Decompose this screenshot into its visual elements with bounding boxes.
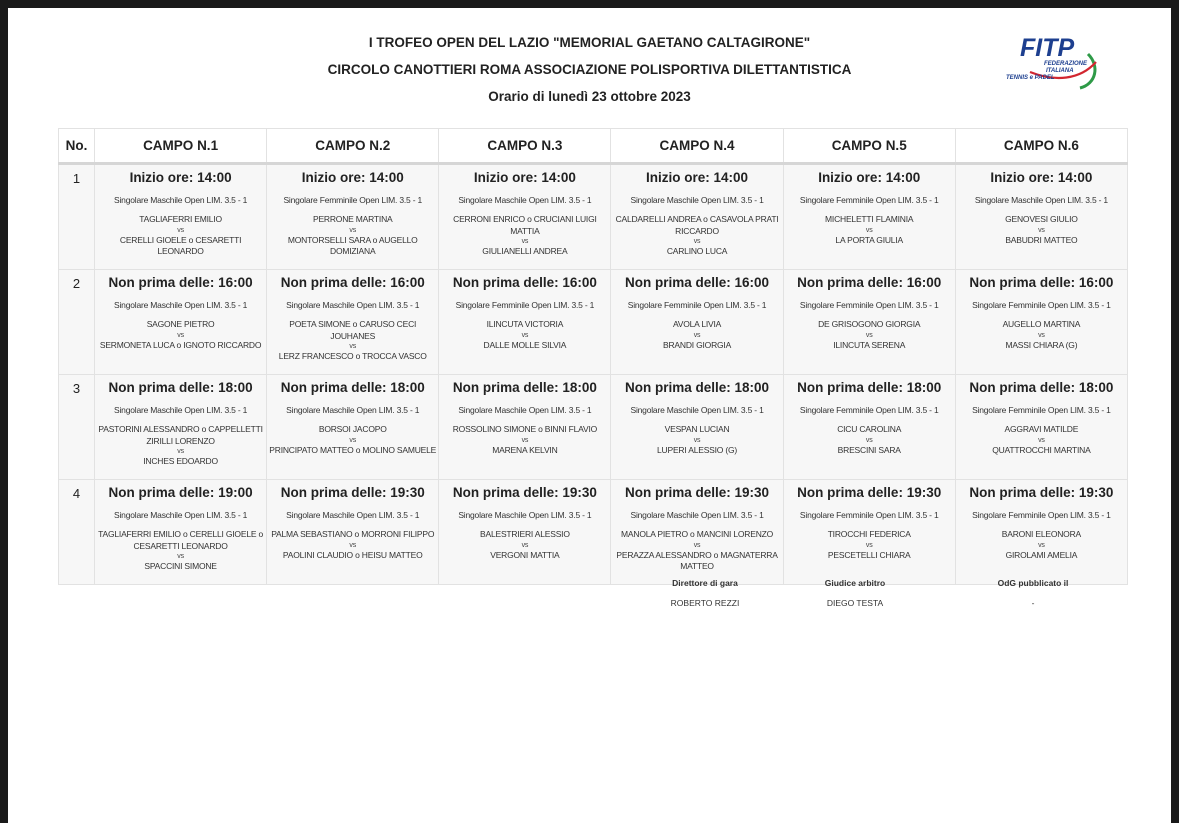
match-players (269, 214, 436, 258)
player-one: BALESTRIERI ALESSIO (480, 529, 570, 539)
match-category: Singolare Femminile Open LIM. 3.5 - 1 (972, 510, 1111, 520)
versus-label: vs (1038, 436, 1045, 444)
match-cell (267, 164, 439, 270)
match-cell (95, 164, 267, 270)
match-players (958, 214, 1125, 246)
match-players (958, 529, 1125, 561)
schedule-table (58, 128, 1128, 585)
versus-label: vs (521, 541, 529, 549)
match-time: Non prima delle: 19:00 (108, 485, 253, 500)
published-value: - (1031, 598, 1035, 608)
player-two: SPACCINI SIMONE (144, 561, 217, 571)
player-one: ILINCUTA VICTORIA (486, 319, 564, 329)
table-header-row (59, 129, 1128, 164)
match-players (613, 319, 780, 351)
match-time: Non prima delle: 18:00 (625, 380, 770, 395)
match-category: Singolare Maschile Open LIM. 3.5 - 1 (630, 195, 764, 205)
match-category: Singolare Femminile Open LIM. 3.5 - 1 (799, 405, 939, 415)
player-one: POETA SIMONE o CARUSO CECI JOUHANES (289, 319, 417, 341)
versus-label: vs (693, 238, 701, 245)
match-time: Non prima delle: 19:30 (969, 485, 1114, 500)
match-cell (783, 375, 955, 480)
player-two: VERGONI MATTIA (490, 549, 560, 560)
player-one: PALMA SEBASTIANO o MORRONI FILIPPO (271, 529, 435, 539)
row-number: 2 (59, 270, 95, 375)
match-category: Singolare Maschile Open LIM. 3.5 - 1 (114, 195, 248, 205)
player-two: LERZ FRANCESCO o TROCCA VASCO (278, 351, 427, 361)
match-cell (611, 270, 783, 375)
match-players (613, 214, 780, 258)
match-category: Singolare Maschile Open LIM. 3.5 - 1 (114, 300, 248, 310)
match-category: Singolare Femminile Open LIM. 3.5 - 1 (799, 300, 939, 310)
player-two: CERELLI GIOELE o CESARETTI LEONARDO (119, 234, 242, 256)
match-cell (95, 375, 267, 480)
match-time: Non prima delle: 18:00 (797, 380, 942, 395)
match-players (958, 424, 1125, 456)
match-category: Singolare Femminile Open LIM. 3.5 - 1 (283, 195, 423, 205)
match-time: Non prima delle: 19:30 (280, 485, 425, 500)
match-players (269, 529, 436, 561)
document-page (8, 8, 1171, 823)
player-one: MICHELETTI FLAMINIA (825, 214, 914, 224)
match-category: Singolare Femminile Open LIM. 3.5 - 1 (455, 300, 595, 310)
versus-label: vs (521, 331, 529, 339)
player-one: CALDARELLI ANDREA o CASAVOLA PRATI RICCARDO (615, 214, 779, 236)
match-cell (439, 164, 611, 270)
match-category: Singolare Femminile Open LIM. 3.5 - 1 (799, 510, 939, 520)
match-players (269, 319, 436, 363)
match-time: Inizio ore: 14:00 (129, 170, 232, 185)
player-one: DE GRISOGONO GIORGIA (818, 319, 921, 329)
match-category: Singolare Femminile Open LIM. 3.5 - 1 (972, 300, 1111, 310)
match-category: Singolare Femminile Open LIM. 3.5 - 1 (799, 195, 939, 205)
logo-green-swoosh (1080, 54, 1095, 88)
match-time: Inizio ore: 14:00 (301, 170, 404, 185)
player-two: QUATTROCCHI MARTINA (992, 444, 1091, 455)
table-row (59, 270, 1128, 375)
match-cell (267, 375, 439, 480)
match-time: Non prima delle: 19:30 (625, 485, 770, 500)
match-cell (955, 164, 1127, 270)
header-campo-2: CAMPO N.2 (267, 129, 439, 164)
player-two: PRINCIPATO MATTEO o MOLINO SAMUELE (269, 444, 437, 455)
versus-label: vs (177, 331, 184, 339)
row-number: 1 (59, 164, 95, 270)
player-one: TAGLIAFERRI EMILIO (139, 214, 222, 224)
referee-block (770, 578, 940, 608)
player-one: AVOLA LIVIA (672, 319, 722, 329)
match-category: Singolare Femminile Open LIM. 3.5 - 1 (972, 405, 1111, 415)
player-one: BORSOI JACOPO (318, 424, 387, 434)
player-two: LA PORTA GIULIA (835, 234, 903, 245)
table-body (59, 164, 1128, 585)
schedule-date: Orario di lunedì 23 ottobre 2023 (488, 89, 691, 104)
match-players (441, 529, 608, 561)
match-players (269, 424, 436, 456)
match-cell (267, 480, 439, 585)
versus-label: vs (865, 436, 873, 444)
player-one: CERRONI ENRICO o CRUCIANI LUIGI MATTIA (453, 214, 597, 236)
match-category: Singolare Maschile Open LIM. 3.5 - 1 (974, 195, 1108, 205)
versus-label: vs (521, 436, 529, 444)
director-block (620, 578, 790, 608)
match-players (97, 424, 264, 468)
logo-text: FITP (1020, 34, 1075, 62)
match-time: Non prima delle: 19:30 (452, 485, 597, 500)
player-two: CARLINO LUCA (666, 246, 728, 256)
match-category: Singolare Maschile Open LIM. 3.5 - 1 (114, 405, 248, 415)
match-cell (95, 480, 267, 585)
versus-label: vs (177, 553, 184, 560)
player-one: TIROCCHI FEDERICA (827, 529, 911, 539)
match-players (613, 424, 780, 456)
fitp-logo (1000, 32, 1110, 92)
match-players (613, 529, 780, 573)
match-time: Non prima delle: 16:00 (452, 275, 597, 290)
header-number: No. (59, 129, 95, 164)
match-category: Singolare Maschile Open LIM. 3.5 - 1 (286, 300, 420, 310)
match-category: Singolare Maschile Open LIM. 3.5 - 1 (458, 195, 592, 205)
table-row (59, 375, 1128, 480)
versus-label: vs (693, 436, 701, 444)
director-name: ROBERTO REZZI (670, 598, 740, 608)
match-players (97, 319, 264, 351)
player-one: CICU CAROLINA (837, 424, 902, 434)
header-campo-3: CAMPO N.3 (439, 129, 611, 164)
player-one: PERRONE MARTINA (312, 214, 393, 224)
player-two: INCHES EDOARDO (143, 456, 218, 466)
match-players (786, 319, 953, 351)
match-cell (439, 270, 611, 375)
match-cell (955, 375, 1127, 480)
player-one: MANOLA PIETRO o MANCINI LORENZO (621, 529, 774, 539)
player-two: PERAZZA ALESSANDRO o MAGNATERRA MATTEO (616, 549, 778, 571)
player-two: DALLE MOLLE SILVIA (483, 339, 567, 350)
match-time: Non prima delle: 16:00 (625, 275, 770, 290)
match-time: Inizio ore: 14:00 (473, 170, 576, 185)
match-category: Singolare Maschile Open LIM. 3.5 - 1 (458, 510, 592, 520)
player-two: MARENA KELVIN (492, 444, 558, 455)
match-time: Inizio ore: 14:00 (990, 170, 1093, 185)
tournament-title: I TROFEO OPEN DEL LAZIO "MEMORIAL GAETANO CALTAGIRONE" (368, 35, 811, 50)
player-one: GENOVESI GIULIO (1005, 214, 1078, 224)
match-time: Non prima delle: 18:00 (108, 380, 253, 395)
player-one: TAGLIAFERRI EMILIO o CERELLI GIOELE o CESARETTI LEONARDO (98, 529, 263, 551)
match-players (786, 214, 953, 246)
player-two: LUPERI ALESSIO (G) (657, 444, 738, 455)
player-two: BRANDI GIORGIA (663, 339, 732, 350)
player-two: MONTORSELLI SARA o AUGELLO DOMIZIANA (287, 234, 418, 256)
match-cell (439, 480, 611, 585)
club-name: CIRCOLO CANOTTIERI ROMA ASSOCIAZIONE POLISPORTIVA DILETTANTISTICA (327, 62, 852, 77)
match-cell (955, 270, 1127, 375)
versus-label: vs (521, 238, 529, 245)
logo-line1: FEDERAZIONE (1044, 61, 1088, 67)
match-players (786, 424, 953, 456)
player-two: BABUDRI MATTEO (1005, 234, 1078, 245)
match-cell (783, 480, 955, 585)
player-two: SERMONETA LUCA o IGNOTO RICCARDO (99, 339, 262, 350)
match-category: Singolare Maschile Open LIM. 3.5 - 1 (114, 510, 248, 520)
player-two: GIULIANELLI ANDREA (482, 246, 568, 256)
versus-label: vs (865, 226, 873, 234)
published-label: OdG pubblicato il (997, 578, 1069, 588)
referee-name: DIEGO TESTA (826, 598, 884, 608)
match-players (97, 214, 264, 258)
player-one: SAGONE PIETRO (146, 319, 215, 329)
match-time: Non prima delle: 18:00 (452, 380, 597, 395)
match-time: Non prima delle: 16:00 (969, 275, 1114, 290)
published-block (948, 578, 1118, 608)
versus-label: vs (349, 343, 357, 350)
player-two: GIROLAMI AMELIA (1005, 549, 1078, 560)
player-one: ROSSOLINO SIMONE o BINNI FLAVIO (452, 424, 598, 434)
versus-label: vs (1038, 331, 1045, 339)
match-players (958, 319, 1125, 351)
match-time: Inizio ore: 14:00 (818, 170, 921, 185)
versus-label: vs (865, 541, 873, 549)
header-campo-6: CAMPO N.6 (955, 129, 1127, 164)
match-category: Singolare Maschile Open LIM. 3.5 - 1 (286, 405, 420, 415)
row-number: 3 (59, 375, 95, 480)
director-label: Direttore di gara (672, 578, 738, 588)
player-one: VESPAN LUCIAN (664, 424, 730, 434)
match-players (441, 424, 608, 456)
versus-label: vs (693, 541, 701, 549)
match-players (786, 529, 953, 561)
match-category: Singolare Maschile Open LIM. 3.5 - 1 (286, 510, 420, 520)
match-category: Singolare Maschile Open LIM. 3.5 - 1 (630, 510, 764, 520)
player-two: BRESCINI SARA (837, 444, 901, 455)
match-cell (267, 270, 439, 375)
player-two: MASSI CHIARA (G) (1005, 339, 1078, 350)
match-time: Non prima delle: 18:00 (969, 380, 1114, 395)
logo-line3: TENNIS e PADEL (1006, 75, 1055, 81)
logo-line2: ITALIANA (1046, 68, 1074, 74)
header-campo-1: CAMPO N.1 (95, 129, 267, 164)
match-category: Singolare Maschile Open LIM. 3.5 - 1 (458, 405, 592, 415)
versus-label: vs (693, 331, 701, 339)
table-row (59, 480, 1128, 585)
versus-label: vs (1038, 226, 1045, 234)
match-category: Singolare Femminile Open LIM. 3.5 - 1 (627, 300, 767, 310)
versus-label: vs (865, 331, 873, 339)
match-cell (955, 480, 1127, 585)
player-one: AUGELLO MARTINA (1002, 319, 1081, 329)
versus-label: vs (177, 448, 184, 455)
player-one: AGGRAVI MATILDE (1004, 424, 1079, 434)
referee-label: Giudice arbitro (824, 578, 886, 588)
row-number: 4 (59, 480, 95, 585)
match-cell (439, 375, 611, 480)
table-row (59, 164, 1128, 270)
match-players (441, 214, 608, 258)
header-campo-5: CAMPO N.5 (783, 129, 955, 164)
match-time: Non prima delle: 18:00 (280, 380, 425, 395)
player-two: PAOLINI CLAUDIO o HEISU MATTEO (282, 549, 423, 560)
header-campo-4: CAMPO N.4 (611, 129, 783, 164)
player-one: BARONI ELEONORA (1001, 529, 1081, 539)
match-time: Non prima delle: 16:00 (797, 275, 942, 290)
match-cell (783, 164, 955, 270)
match-players (97, 529, 264, 573)
match-cell (611, 375, 783, 480)
versus-label: vs (177, 226, 184, 234)
match-time: Non prima delle: 16:00 (280, 275, 425, 290)
player-two: PESCETELLI CHIARA (827, 549, 911, 560)
versus-label: vs (349, 541, 357, 549)
match-cell (611, 480, 783, 585)
match-cell (95, 270, 267, 375)
versus-label: vs (349, 436, 357, 444)
match-time: Inizio ore: 14:00 (646, 170, 749, 185)
match-time: Non prima delle: 16:00 (108, 275, 253, 290)
match-players (441, 319, 608, 351)
match-cell (611, 164, 783, 270)
player-one: PASTORINI ALESSANDRO o CAPPELLETTI ZIRILLI LORENZO (98, 424, 263, 446)
match-category: Singolare Maschile Open LIM. 3.5 - 1 (630, 405, 764, 415)
match-time: Non prima delle: 19:30 (797, 485, 942, 500)
match-cell (783, 270, 955, 375)
versus-label: vs (349, 226, 357, 234)
versus-label: vs (1038, 541, 1045, 549)
player-two: ILINCUTA SERENA (833, 339, 906, 350)
